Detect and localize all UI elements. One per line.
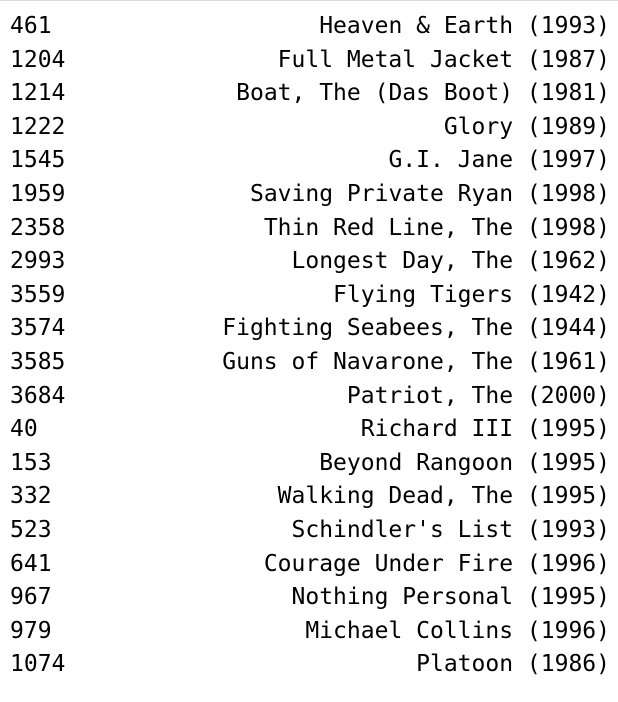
listing-row — [10, 111, 610, 145]
movie-id: 1959 — [10, 180, 66, 207]
movie-id: 979 — [10, 617, 52, 644]
movie-title: Boat, The (Das Boot) (1981) — [236, 80, 610, 107]
movie-id: 461 — [10, 13, 52, 39]
movie-id: 967 — [10, 584, 52, 611]
movie-id: 332 — [10, 483, 52, 510]
listing-row — [10, 648, 610, 682]
listing-row — [10, 144, 610, 178]
movie-title: Schindler's List (1993) — [291, 516, 610, 543]
movie-title: Richard III (1995) — [360, 416, 610, 443]
listing-row — [10, 413, 610, 447]
movie-title: Beyond Rangoon (1995) — [319, 449, 610, 476]
movie-title: Walking Dead, The (1995) — [277, 483, 610, 510]
listing-row — [10, 380, 610, 414]
listing-row — [10, 447, 610, 481]
listing-row — [10, 178, 610, 212]
movie-id: 2993 — [10, 248, 66, 275]
movie-id: 3585 — [10, 348, 66, 375]
movie-title: Saving Private Ryan (1998) — [249, 180, 610, 207]
listing-row — [10, 10, 610, 44]
movie-id: 153 — [10, 449, 52, 476]
listing-row — [10, 480, 610, 514]
movie-id: 641 — [10, 550, 52, 577]
listing-row — [10, 346, 610, 380]
movie-title: Longest Day, The (1962) — [291, 248, 610, 275]
listing-row — [10, 77, 610, 111]
movie-title: Michael Collins (1996) — [305, 617, 610, 644]
movie-id: 1074 — [10, 651, 66, 678]
movie-id: 523 — [10, 516, 52, 543]
listing-row — [10, 581, 610, 615]
listing-row — [10, 312, 610, 346]
movie-title: Glory (1989) — [443, 113, 610, 140]
movie-id: 3684 — [10, 382, 66, 409]
movie-listing — [0, 1, 618, 682]
movie-title: Full Metal Jacket (1987) — [277, 46, 610, 73]
listing-row — [10, 212, 610, 246]
movie-title: G.I. Jane (1997) — [388, 147, 610, 174]
movie-id: 1222 — [10, 113, 66, 140]
movie-title: Heaven & Earth (1993) — [319, 13, 610, 39]
movie-id: 1214 — [10, 80, 66, 107]
movie-title: Thin Red Line, The (1998) — [263, 214, 610, 241]
listing-row — [10, 245, 610, 279]
movie-title: Guns of Navarone, The (1961) — [222, 348, 610, 375]
movie-title: Fighting Seabees, The (1944) — [222, 315, 610, 342]
movie-id: 40 — [10, 416, 38, 443]
movie-id: 1204 — [10, 46, 66, 73]
listing-row — [10, 514, 610, 548]
movie-title: Courage Under Fire (1996) — [263, 550, 610, 577]
movie-id: 3559 — [10, 281, 66, 308]
movie-title: Flying Tigers (1942) — [333, 281, 610, 308]
movie-title: Patriot, The (2000) — [346, 382, 610, 409]
movie-id: 2358 — [10, 214, 66, 241]
listing-row — [10, 44, 610, 78]
listing-row — [10, 548, 610, 582]
listing-row — [10, 615, 610, 649]
movie-id: 3574 — [10, 315, 66, 342]
listing-row — [10, 279, 610, 313]
movie-id: 1545 — [10, 147, 66, 174]
movie-title: Nothing Personal (1995) — [291, 584, 610, 611]
movie-title: Platoon (1986) — [416, 651, 610, 678]
